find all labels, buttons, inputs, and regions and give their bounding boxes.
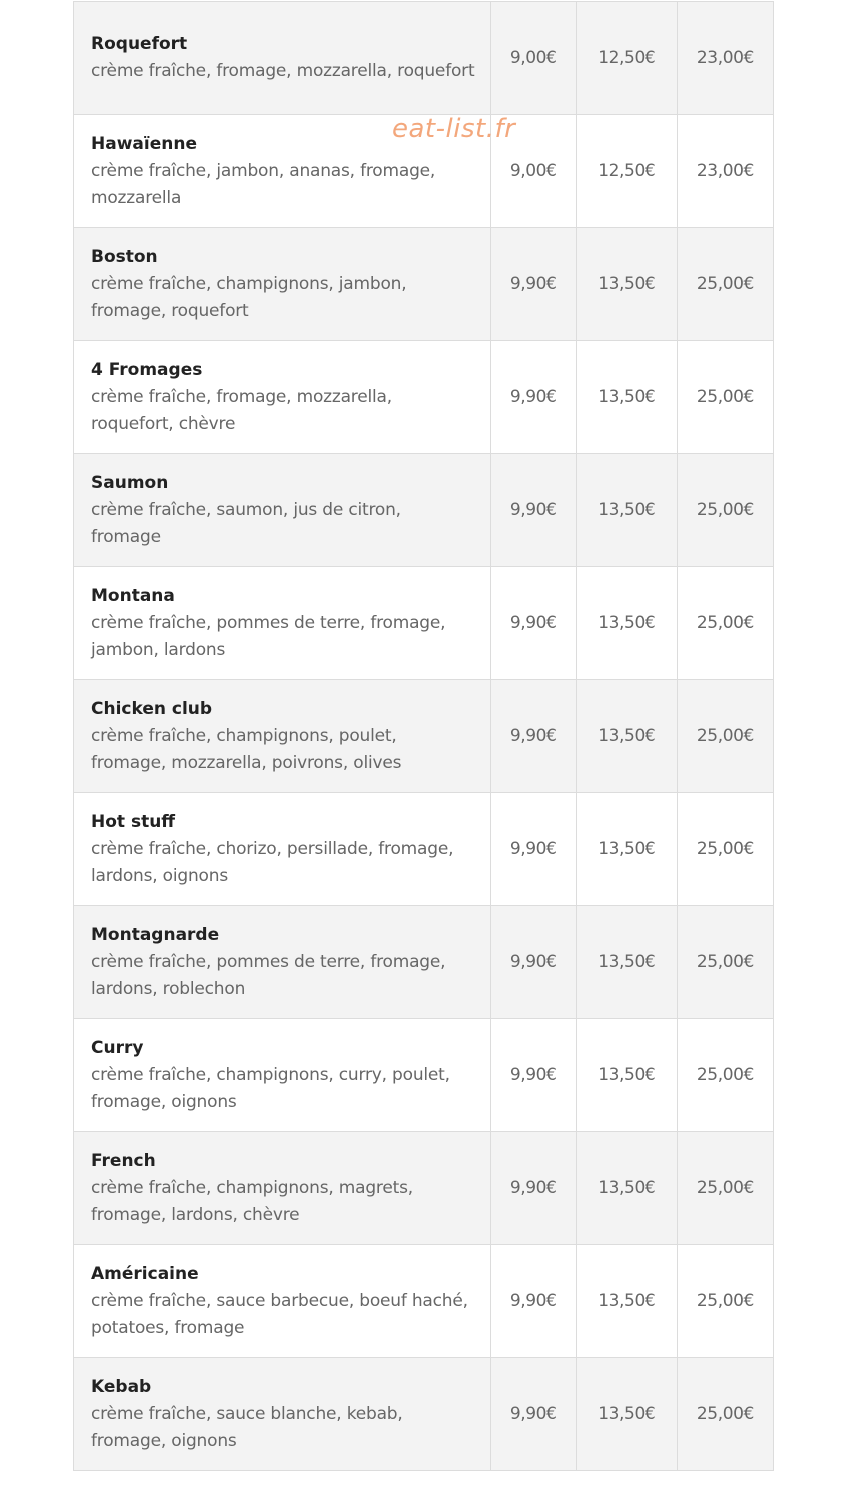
price-small: 9,00€ (490, 2, 576, 115)
price-small: 9,90€ (490, 1358, 576, 1471)
item-cell (74, 1245, 491, 1358)
item-description: crème fraîche, chorizo, persillade, fromage, lardons, oignons (91, 838, 454, 886)
pizza-menu-table (73, 1, 774, 1471)
price-medium: 13,50€ (576, 680, 677, 793)
item-cell (74, 2, 491, 115)
menu-row (74, 793, 774, 906)
price-small: 9,90€ (490, 567, 576, 680)
menu-row (74, 906, 774, 1019)
item-description: crème fraîche, jambon, ananas, fromage, mozzarella (91, 160, 436, 208)
price-small: 9,90€ (490, 228, 576, 341)
item-description: crème fraîche, pommes de terre, fromage, lardons, roblechon (91, 951, 446, 999)
item-description: crème fraîche, sauce blanche, kebab, fromage, oignons (91, 1403, 403, 1451)
item-cell (74, 906, 491, 1019)
price-large: 23,00€ (677, 115, 773, 228)
item-name: Hot stuff (91, 811, 176, 832)
price-medium: 13,50€ (576, 1358, 677, 1471)
item-description: crème fraîche, saumon, jus de citron, fromage (91, 499, 401, 547)
menu-row (74, 2, 774, 115)
menu-row (74, 1019, 774, 1132)
price-large: 25,00€ (677, 228, 773, 341)
item-name: French (91, 1150, 156, 1171)
menu-row (74, 228, 774, 341)
item-cell (74, 1019, 491, 1132)
item-name: Kebab (91, 1376, 152, 1397)
item-cell (74, 567, 491, 680)
menu-row (74, 454, 774, 567)
watermark: eat-list.fr (392, 114, 516, 144)
menu-body (74, 2, 774, 1471)
price-large: 25,00€ (677, 680, 773, 793)
item-name: Boston (91, 246, 158, 267)
price-medium: 13,50€ (576, 1245, 677, 1358)
menu-row (74, 341, 774, 454)
price-medium: 13,50€ (576, 1132, 677, 1245)
item-name: Américaine (91, 1263, 199, 1284)
item-description: crème fraîche, pommes de terre, fromage, jambon, lardons (91, 612, 446, 660)
price-large: 25,00€ (677, 341, 773, 454)
menu-row (74, 1132, 774, 1245)
item-name: Montana (91, 585, 175, 606)
item-cell (74, 793, 491, 906)
price-small: 9,00€ (490, 115, 576, 228)
price-medium: 13,50€ (576, 228, 677, 341)
price-medium: 13,50€ (576, 1019, 677, 1132)
item-name: Chicken club (91, 698, 213, 719)
item-cell (74, 1132, 491, 1245)
price-medium: 13,50€ (576, 906, 677, 1019)
price-large: 25,00€ (677, 1245, 773, 1358)
item-cell (74, 341, 491, 454)
item-cell (74, 228, 491, 341)
price-small: 9,90€ (490, 454, 576, 567)
price-small: 9,90€ (490, 1245, 576, 1358)
item-description: crème fraîche, champignons, magrets, fromage, lardons, chèvre (91, 1177, 413, 1225)
item-name: 4 Fromages (91, 359, 203, 380)
price-medium: 12,50€ (576, 115, 677, 228)
item-description: crème fraîche, fromage, mozzarella, roquefort (91, 61, 475, 81)
item-description: crème fraîche, fromage, mozzarella, roquefort, chèvre (91, 386, 392, 434)
item-name: Montagnarde (91, 924, 220, 945)
price-small: 9,90€ (490, 1019, 576, 1132)
item-cell (74, 680, 491, 793)
price-large: 23,00€ (677, 2, 773, 115)
item-description: crème fraîche, champignons, curry, poulet, fromage, oignons (91, 1064, 450, 1112)
price-medium: 13,50€ (576, 567, 677, 680)
price-small: 9,90€ (490, 906, 576, 1019)
price-medium: 13,50€ (576, 341, 677, 454)
price-large: 25,00€ (677, 1132, 773, 1245)
price-medium: 13,50€ (576, 793, 677, 906)
price-small: 9,90€ (490, 680, 576, 793)
price-small: 9,90€ (490, 793, 576, 906)
price-large: 25,00€ (677, 1358, 773, 1471)
price-small: 9,90€ (490, 341, 576, 454)
item-name: Roquefort (91, 34, 188, 54)
menu-row (74, 1358, 774, 1471)
price-medium: 12,50€ (576, 2, 677, 115)
item-cell (74, 454, 491, 567)
price-medium: 13,50€ (576, 454, 677, 567)
item-description: crème fraîche, champignons, poulet, fromage, mozzarella, poivrons, olives (91, 725, 402, 773)
item-name: Curry (91, 1037, 144, 1058)
menu-row (74, 1245, 774, 1358)
price-large: 25,00€ (677, 906, 773, 1019)
menu-row (74, 680, 774, 793)
menu-row (74, 567, 774, 680)
price-large: 25,00€ (677, 1019, 773, 1132)
price-small: 9,90€ (490, 1132, 576, 1245)
item-name: Saumon (91, 472, 169, 493)
price-large: 25,00€ (677, 793, 773, 906)
item-description: crème fraîche, sauce barbecue, boeuf haché, potatoes, fromage (91, 1290, 468, 1338)
item-name: Hawaïenne (91, 133, 197, 154)
price-large: 25,00€ (677, 454, 773, 567)
price-large: 25,00€ (677, 567, 773, 680)
item-cell (74, 1358, 491, 1471)
item-description: crème fraîche, champignons, jambon, fromage, roquefort (91, 273, 407, 321)
